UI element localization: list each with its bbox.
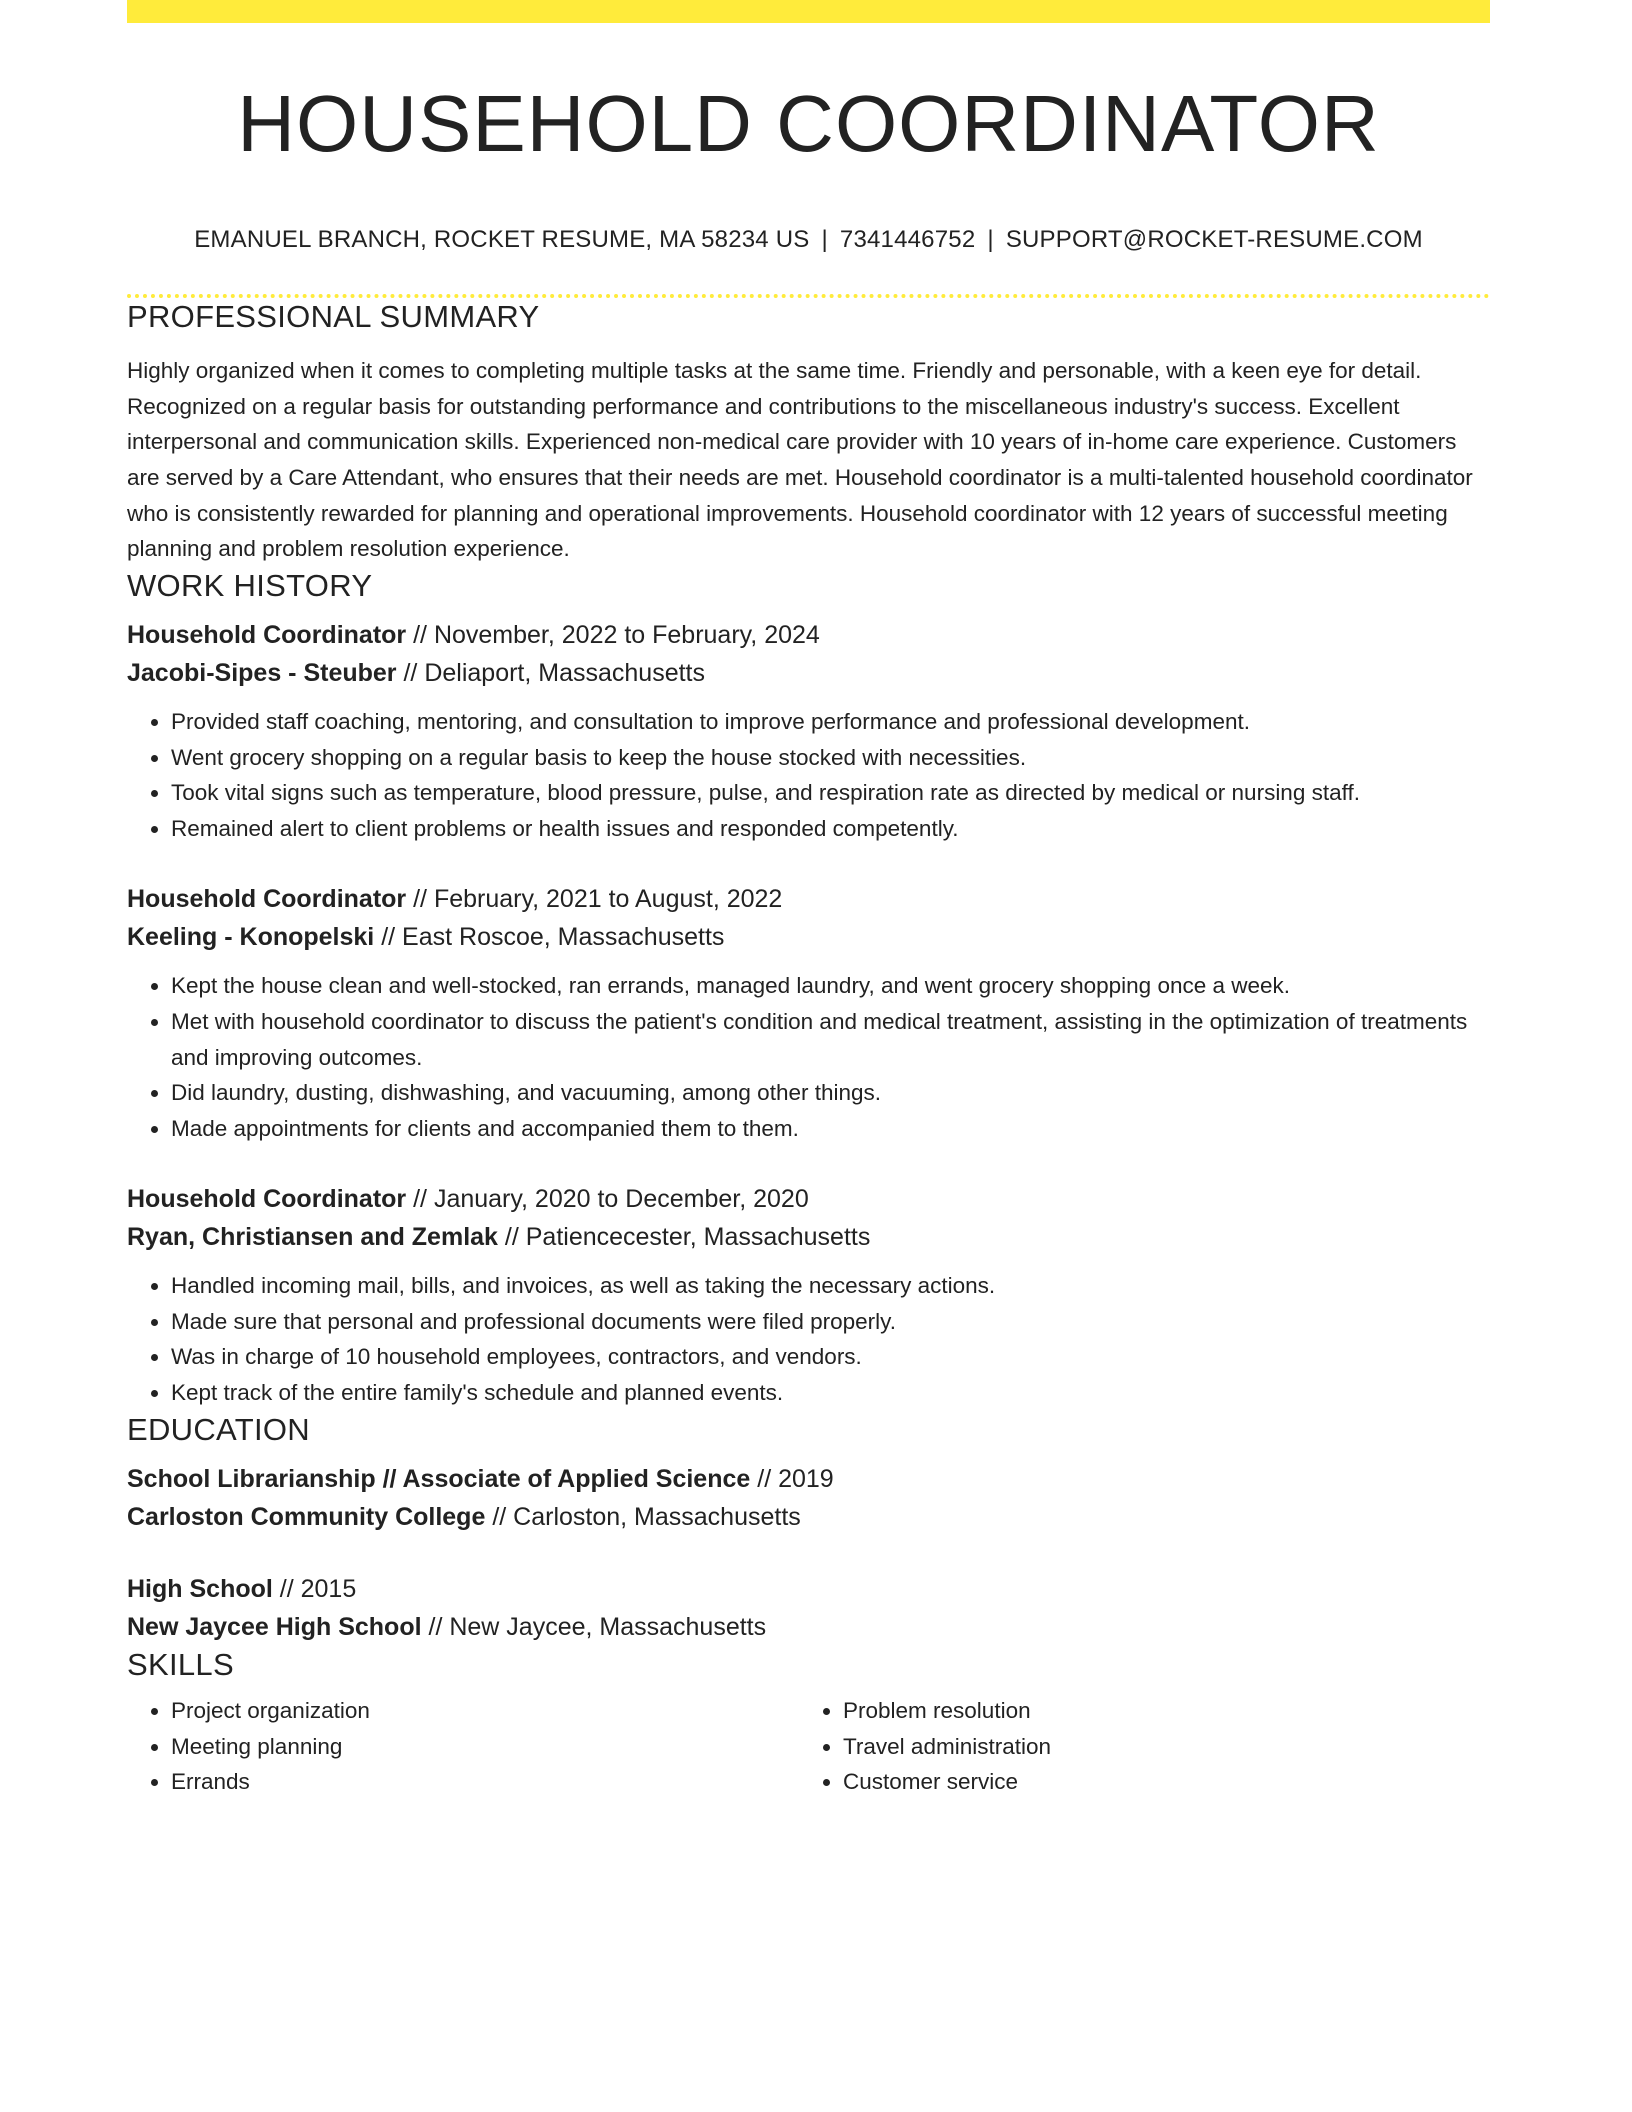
- skill-item: • Meeting planning: [171, 1729, 799, 1765]
- skills-list-right: [799, 1693, 1471, 1800]
- job-bullet: • Kept track of the entire family's schedule and planned events.: [171, 1375, 1490, 1411]
- job-bullet: • Made appointments for clients and accompanied them to them.: [171, 1111, 1490, 1147]
- summary-heading: PROFESSIONAL SUMMARY: [127, 299, 540, 334]
- skills-columns: [127, 1693, 1490, 1800]
- education-degree: High School: [127, 1574, 273, 1603]
- job-location: // East Roscoe, Massachusetts: [374, 923, 725, 952]
- job-company: Jacobi-Sipes - Steuber: [127, 658, 397, 687]
- skill-item: • Project organization: [171, 1693, 799, 1729]
- job-bullet: • Provided staff coaching, mentoring, and consultation to improve performance and professional development.: [171, 704, 1490, 740]
- job-company-line: [127, 918, 1490, 956]
- education-entry: [127, 1570, 1490, 1646]
- job-entry: [127, 1180, 1490, 1410]
- job-title-line: [127, 616, 1490, 654]
- skill-item: • Errands: [171, 1764, 799, 1800]
- job-bullets: [127, 968, 1490, 1146]
- job-entry: [127, 880, 1490, 1146]
- job-dates: // November, 2022 to February, 2024: [406, 620, 820, 649]
- skill-item: • Travel administration: [843, 1729, 1471, 1765]
- job-bullet: • Remained alert to client problems or health issues and responded competently.: [171, 811, 1490, 847]
- job-bullets: [127, 1268, 1490, 1410]
- job-company: Ryan, Christiansen and Zemlak: [127, 1223, 498, 1252]
- work-history-heading: WORK HISTORY: [127, 567, 373, 603]
- education-year: // 2019: [750, 1464, 834, 1493]
- education-degree-line: [127, 1460, 1490, 1498]
- education-degree-line: [127, 1570, 1490, 1608]
- job-entry: [127, 616, 1490, 846]
- job-title: Household Coordinator: [127, 620, 407, 649]
- summary-text: Highly organized when it comes to completing multiple tasks at the same time. Friendly and personable, with a keen eye for detail. Recognized on a regular basis for outstanding performance and contributions to the miscellaneous industry's success. Excellent interpersonal and communication skills. Experienced non-medical care provider with 10 years of in-home care experience. Customers are served by a Care Attendant, who ensures that their needs are met. Household coordinator is a multi-talented household coordinator who is consistently rewarded for planning and operational improvements. Household coordinator with 12 years of successful meeting planning and problem resolution experience.: [127, 358, 1473, 562]
- job-bullet: • Handled incoming mail, bills, and invoices, as well as taking the necessary actions.: [171, 1268, 1490, 1304]
- job-location: // Patiencecester, Massachusetts: [497, 1223, 871, 1252]
- job-bullet: • Met with household coordinator to discuss the patient's condition and medical treatment, assisting in the optimization of treatments and improving outcomes.: [171, 1004, 1490, 1075]
- education-location: // Carloston, Massachusetts: [485, 1502, 801, 1531]
- job-bullet: • Went grocery shopping on a regular basis to keep the house stocked with necessities.: [171, 740, 1490, 776]
- job-dates: // February, 2021 to August, 2022: [406, 885, 783, 914]
- job-dates: // January, 2020 to December, 2020: [406, 1185, 809, 1214]
- education-school: Carloston Community College: [127, 1502, 486, 1531]
- education-degree: School Librarianship // Associate of Applied Science: [127, 1464, 751, 1493]
- contact-email: SUPPORT@ROCKET-RESUME.COM: [1005, 226, 1423, 253]
- resume-title: HOUSEHOLD COORDINATOR: [237, 79, 1380, 168]
- job-bullets: [127, 704, 1490, 846]
- education-heading: EDUCATION: [127, 1411, 310, 1447]
- job-company-line: [127, 654, 1490, 692]
- contact-address: EMANUEL BRANCH, ROCKET RESUME, MA 58234 US: [194, 226, 810, 253]
- job-company: Keeling - Konopelski: [127, 923, 375, 952]
- job-title: Household Coordinator: [127, 1185, 407, 1214]
- skill-item: • Problem resolution: [843, 1693, 1471, 1729]
- contact-phone: 7341446752: [839, 226, 976, 253]
- job-title-line: [127, 880, 1490, 918]
- job-bullet: • Took vital signs such as temperature, blood pressure, pulse, and respiration rate as directed by medical or nursing staff.: [171, 775, 1490, 811]
- education-school-line: [127, 1608, 1490, 1646]
- top-accent-bar: [127, 0, 1490, 23]
- education-year: // 2015: [272, 1574, 357, 1603]
- skills-list-left: [127, 1693, 799, 1800]
- skill-item: • Customer service: [843, 1764, 1471, 1800]
- job-bullet: • Did laundry, dusting, dishwashing, and vacuuming, among other things.: [171, 1075, 1490, 1111]
- contact-line: [127, 226, 1490, 254]
- skills-heading: SKILLS: [127, 1646, 234, 1682]
- job-bullet: • Made sure that personal and professional documents were filed properly.: [171, 1304, 1490, 1340]
- contact-separator: |: [821, 226, 828, 253]
- education-school: New Jaycee High School: [127, 1612, 422, 1641]
- contact-separator: |: [987, 226, 994, 253]
- job-title: Household Coordinator: [127, 885, 407, 914]
- job-location: // Deliaport, Massachusetts: [396, 658, 705, 687]
- job-company-line: [127, 1218, 1490, 1256]
- resume-page: [127, 0, 1490, 1800]
- education-school-line: [127, 1498, 1490, 1536]
- job-bullet: • Kept the house clean and well-stocked, ran errands, managed laundry, and went grocery shopping once a week.: [171, 968, 1490, 1004]
- education-location: // New Jaycee, Massachusetts: [421, 1612, 767, 1641]
- job-title-line: [127, 1180, 1490, 1218]
- job-bullet: • Was in charge of 10 household employees, contractors, and vendors.: [171, 1339, 1490, 1375]
- education-entry: [127, 1460, 1490, 1536]
